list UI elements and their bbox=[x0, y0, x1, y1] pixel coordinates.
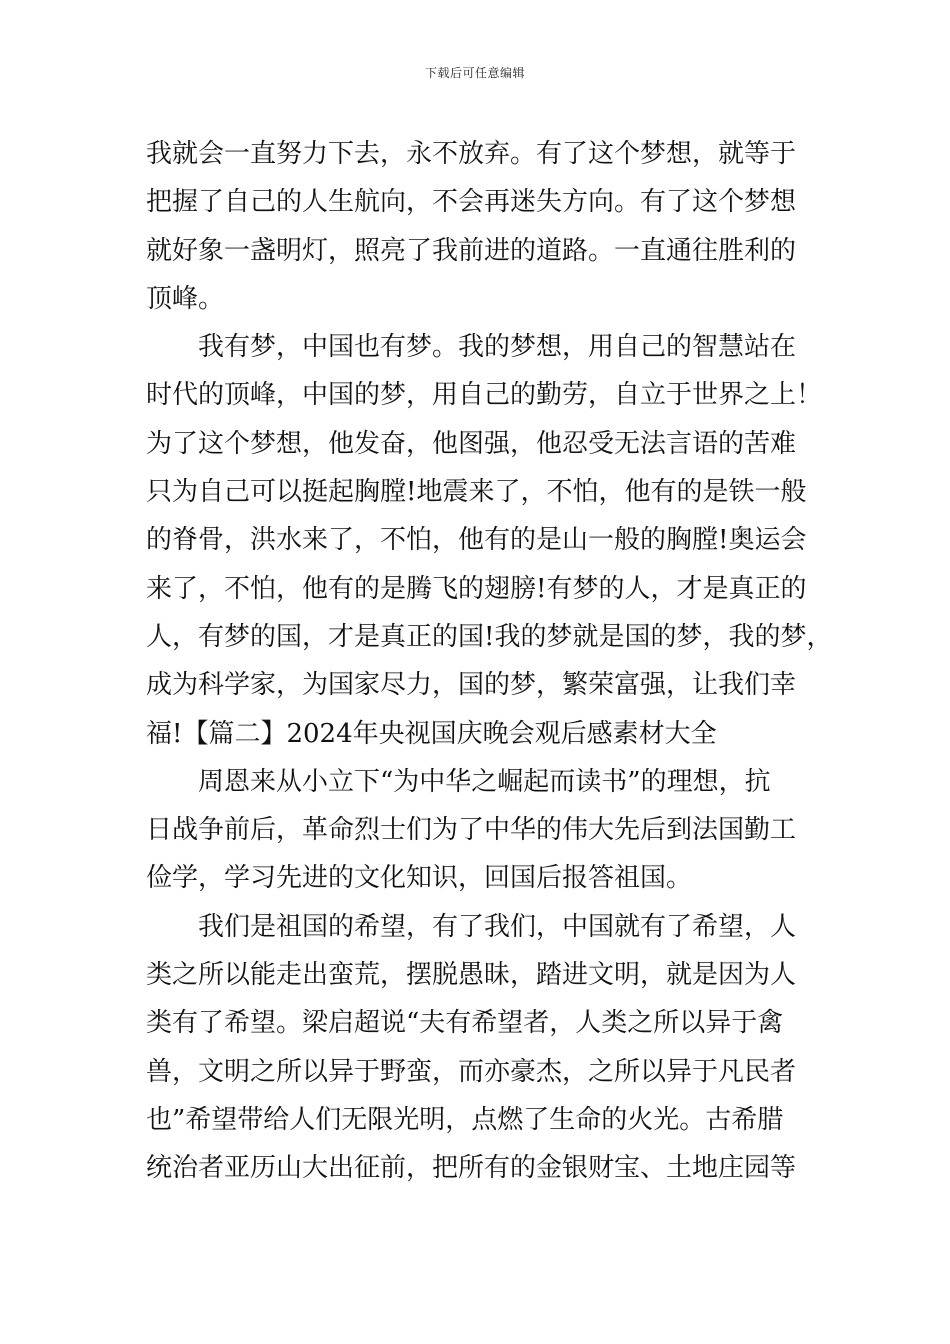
text-line: 俭学，学习先进的文化知识，回国后报答祖国。 bbox=[146, 863, 693, 894]
text-line: 统治者亚历山大出征前，把所有的金银财宝、土地庄园等 bbox=[146, 1153, 797, 1184]
text-line: 日战争前后，革命烈士们为了中华的伟大先后到法国勤工 bbox=[146, 815, 797, 846]
text-line: 来了，不怕，他有的是腾飞的翅膀!有梦的人，才是真正的 bbox=[146, 573, 807, 604]
text-line: 成为科学家，为国家尽力，国的梦，繁荣富强，让我们幸 bbox=[146, 670, 797, 701]
paragraph-first-line: 周恩来从小立下“为中华之崛起而读书”的理想，抗 bbox=[198, 766, 771, 797]
text-line: 顶峰。 bbox=[146, 283, 225, 314]
text-line: 把握了自己的人生航向，不会再迷失方向。有了这个梦想 bbox=[146, 187, 797, 218]
text-line: 我就会一直努力下去，永不放弃。有了这个梦想，就等于 bbox=[146, 139, 797, 169]
text-line: 类有了希望。梁启超说“夫有希望者，人类之所以异于禽 bbox=[146, 1008, 784, 1039]
text-line: 就好象一盏明灯，照亮了我前进的道路。一直通往胜利的 bbox=[146, 235, 797, 266]
text-line: 福!【篇二】2024年央视国庆晚会观后感素材大全 bbox=[146, 718, 717, 749]
text-line: 兽，文明之所以异于野蛮，而亦豪杰，之所以异于凡民者 bbox=[146, 1056, 797, 1087]
text-line: 为了这个梦想，他发奋，他图强，他忍受无法言语的苦难 bbox=[146, 428, 797, 459]
text-line: 类之所以能走出蛮荒，摆脱愚昧，踏进文明，就是因为人 bbox=[146, 960, 797, 991]
paragraph-first-line: 我有梦，中国也有梦。我的梦想，用自己的智慧站在 bbox=[198, 332, 797, 363]
document-body bbox=[146, 130, 833, 1193]
text-line: 也”希望带给人们无限光明，点燃了生命的火光。古希腊 bbox=[146, 1104, 784, 1135]
text-line: 人，有梦的国，才是真正的国!我的梦就是国的梦，我的梦， bbox=[146, 621, 833, 652]
page-header: 下载后可任意编辑 bbox=[424, 66, 525, 80]
paragraph-first-line: 我们是祖国的希望，有了我们，中国就有了希望，人 bbox=[198, 911, 797, 942]
text-line: 的脊骨，洪水来了，不怕，他有的是山一般的胸膛!奥运会 bbox=[146, 525, 807, 556]
text-line: 只为自己可以挺起胸膛!地震来了，不怕，他有的是铁一般 bbox=[146, 477, 807, 508]
text-line: 时代的顶峰，中国的梦，用自己的勤劳，自立于世界之上！ bbox=[146, 380, 823, 411]
